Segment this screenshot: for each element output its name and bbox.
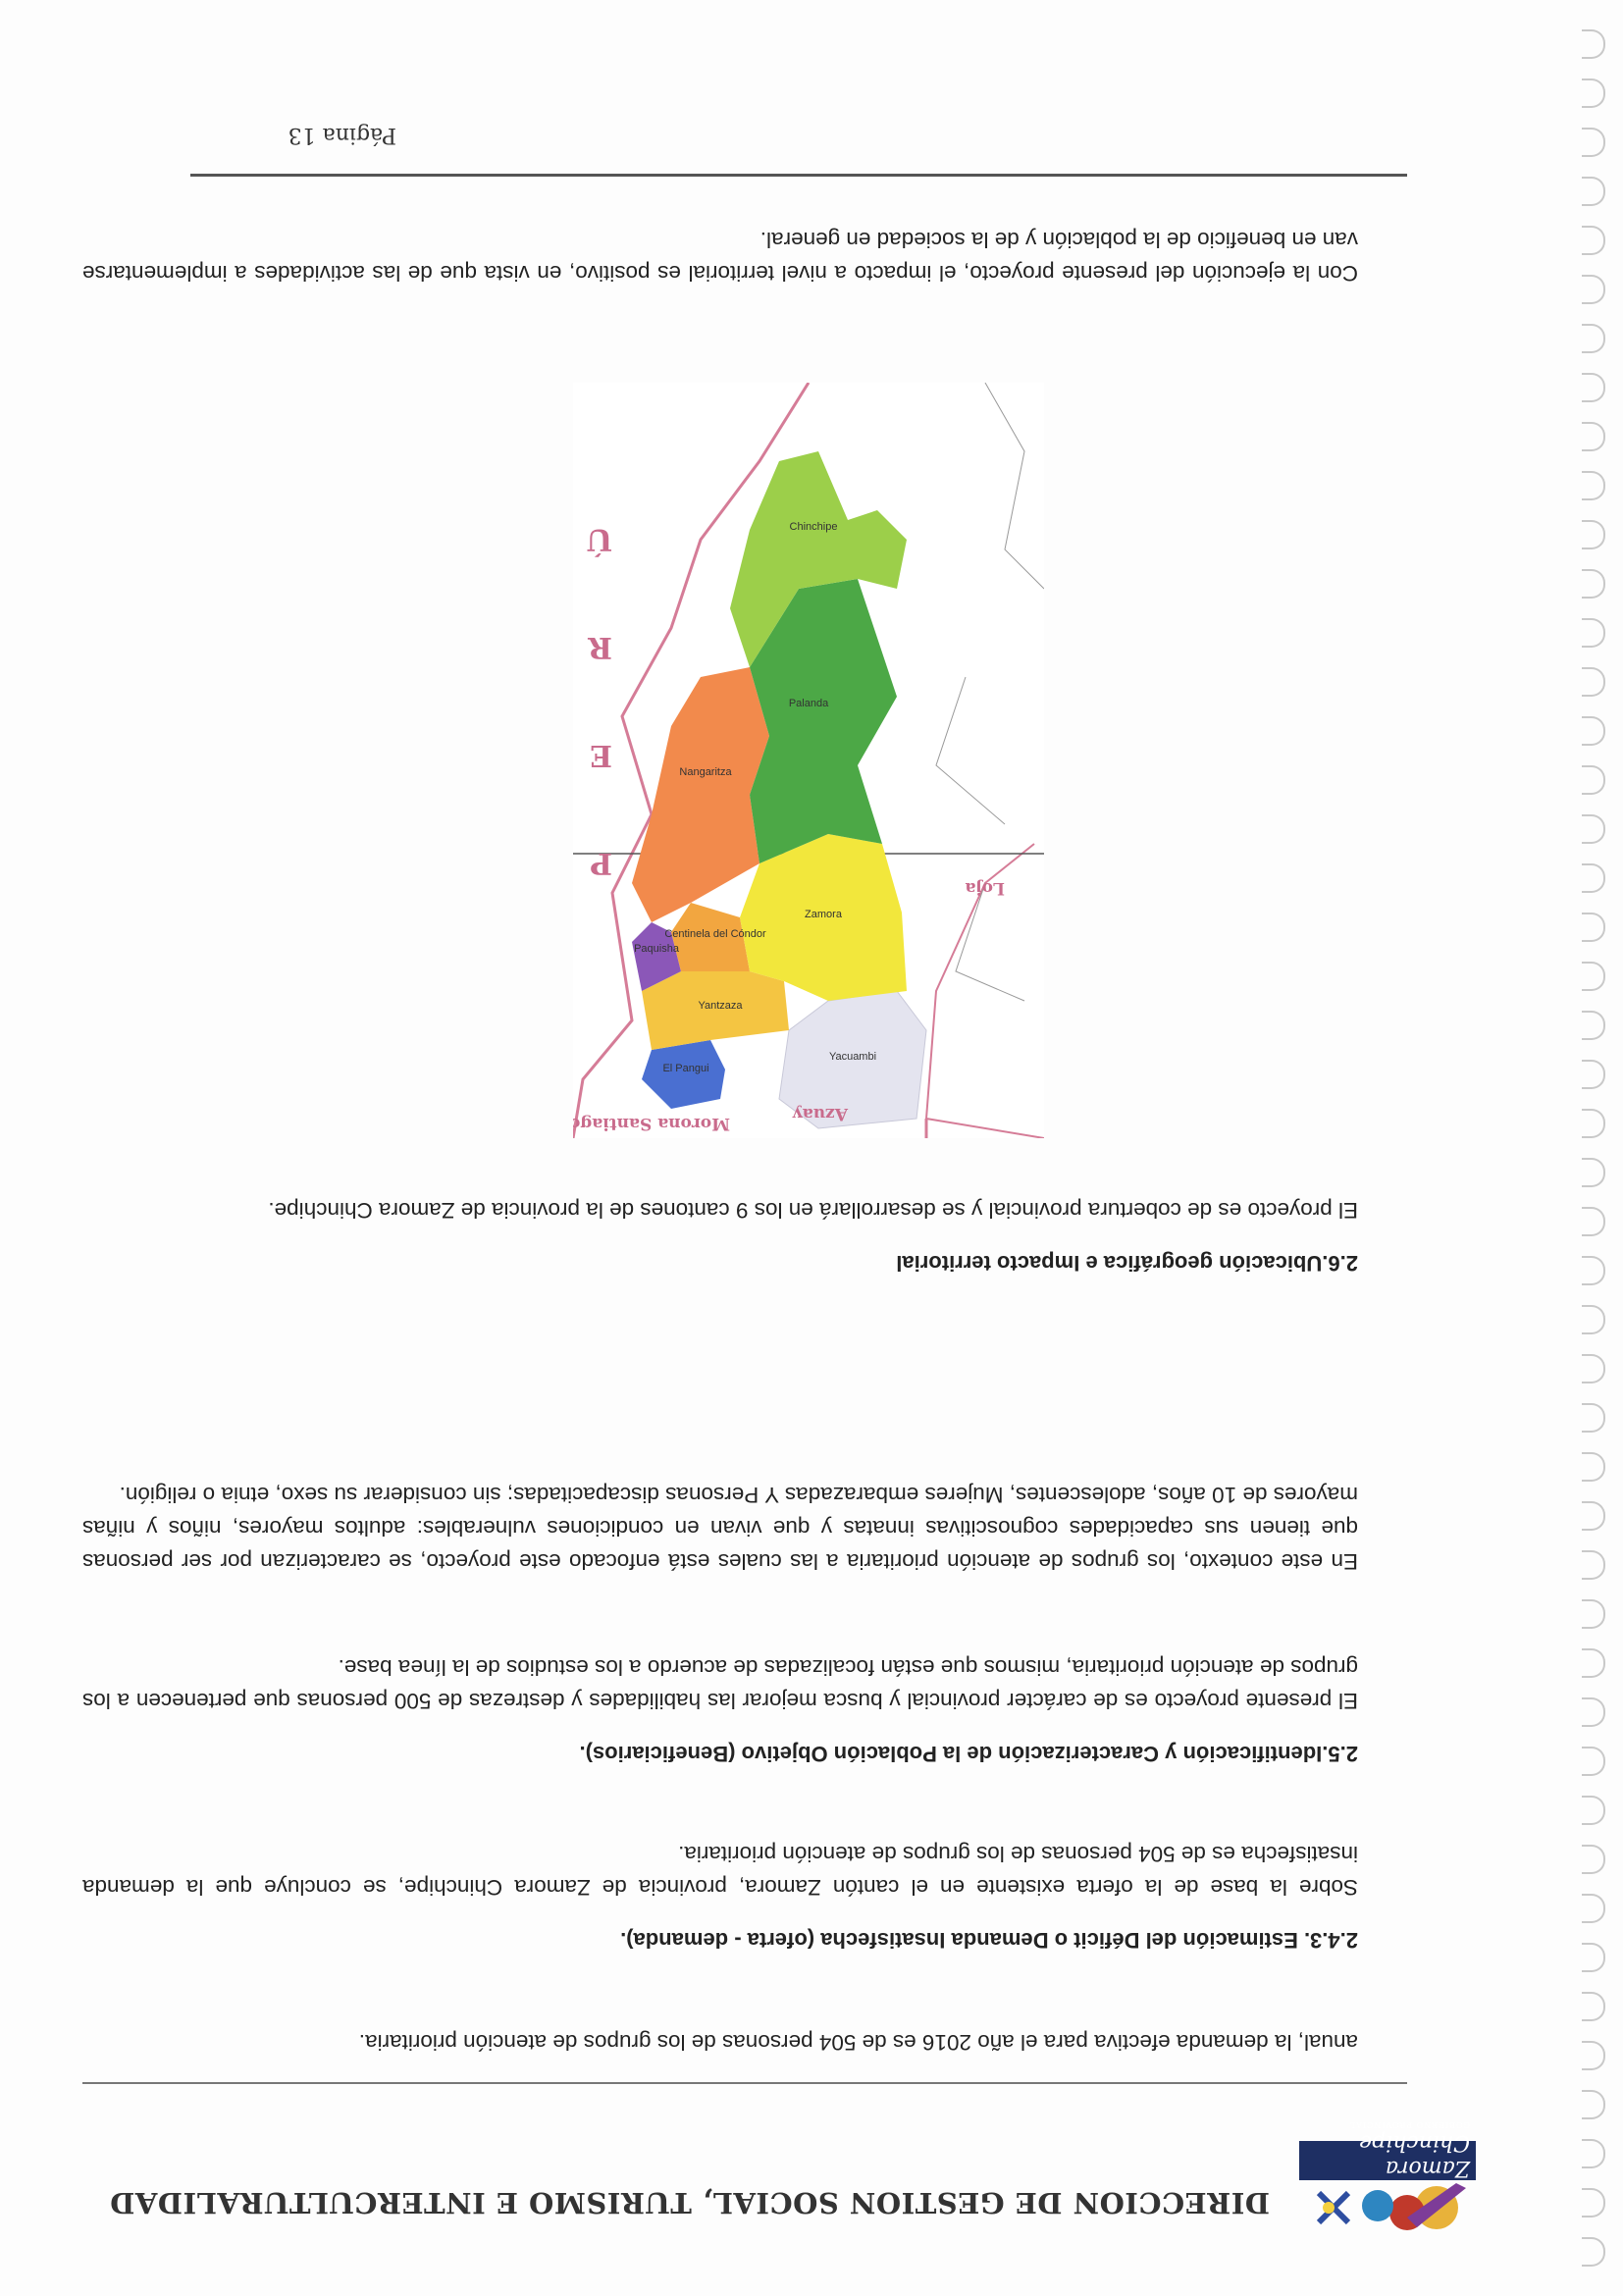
binder-ring — [1582, 863, 1605, 893]
binder-ring — [1582, 618, 1605, 648]
header-rule — [82, 2082, 1407, 2084]
canton-label: Centinela del Cóndor — [664, 928, 766, 940]
binder-ring — [1582, 2041, 1605, 2070]
binder-ring — [1582, 1109, 1605, 1138]
binder-ring — [1582, 1501, 1605, 1531]
binder-ring — [1582, 1697, 1605, 1727]
binder-ring — [1582, 814, 1605, 844]
binder-ring — [1582, 1011, 1605, 1040]
section-243-text: Sobre la base de la oferta existente en el cantón Zamora, provincia de Zamora Chinchipe, se concluye que la demanda insatisfecha es de 504 personas de los grupos de atención prioritaria. — [82, 1842, 1358, 1900]
peru-letter-3: R — [588, 630, 612, 664]
binder-ring — [1582, 1158, 1605, 1187]
peru-letter-4: Ú — [586, 522, 612, 556]
binder-ring — [1582, 1747, 1605, 1776]
binder-ring — [1582, 1845, 1605, 1874]
binder-ring — [1582, 471, 1605, 500]
canton-label: Chinchipe — [789, 521, 838, 533]
neighbor-label-azuay: Azuay — [792, 1104, 848, 1123]
binder-ring — [1582, 716, 1605, 746]
binder-ring — [1582, 78, 1605, 108]
section-25-paragraph-2: En este contexto, los grupos de atención prioritaria a las cuales está enfocado este proyecto, se caracterizan por ser personas que tienen sus capacidades cognoscitivas innatas y que vivan en condiciones vulnerables: adultos mayores, niños y niñas mayores de 10 años, adolescentes, Mujeres embarazadas Y Personas discapacitadas; sin considerar su sexo, etnia o religión. — [82, 1483, 1358, 1574]
canton-label: El Pangui — [662, 1063, 709, 1074]
binder-ring — [1582, 29, 1605, 59]
binder-ring — [1582, 2139, 1605, 2168]
header-title: DIRECCION DE GESTION SOCIAL, TURISMO E INTERCULTURALIDAD — [109, 2186, 1270, 2219]
binder-ring — [1582, 373, 1605, 402]
binder-ring — [1582, 1992, 1605, 2021]
binder-ring — [1582, 569, 1605, 599]
peru-letter-2: E — [590, 738, 612, 772]
binder-ring — [1582, 422, 1605, 451]
binder-ring — [1582, 2188, 1605, 2218]
footer-rule — [190, 174, 1407, 177]
binder-ring — [1582, 765, 1605, 795]
binder-ring — [1582, 177, 1605, 206]
binder-ring — [1582, 1796, 1605, 1825]
binder-ring — [1582, 1894, 1605, 1923]
binder-ring — [1582, 1403, 1605, 1433]
binder-ring — [1582, 128, 1605, 157]
canton-label: Palanda — [788, 698, 829, 709]
section-25-paragraph-1: El presente proyecto es de carácter provincial y busca mejorar las habilidades y destrezas de 500 personas que pertenecen a los grupos de atención prioritaria, mismos que están focalizadas de acuerdo a los estudios de la línea base. — [82, 1655, 1358, 1713]
binder-ring — [1582, 962, 1605, 991]
section-26-heading: 2.6.Ubicación geográfica e Impacto territorial — [896, 1251, 1358, 1276]
binder-ring — [1582, 667, 1605, 697]
binder-holes — [1576, 0, 1605, 2296]
section-26-paragraph-1: El proyecto es de cobertura provincial y se desarrollará en los 9 cantones de la provincia de Zamora Chinchipe. — [268, 1198, 1358, 1223]
section-25-heading: 2.5.Identificación y Caracterización de la Población Objetivo (Beneficiarios). — [579, 1742, 1358, 1766]
provincial-logo — [1289, 2119, 1476, 2237]
canton-label: Paquisha — [634, 943, 679, 955]
canton-label: Yacuambi — [828, 1051, 877, 1063]
binder-ring — [1582, 226, 1605, 255]
binder-ring — [1582, 2090, 1605, 2119]
binder-ring — [1582, 2237, 1605, 2267]
binder-ring — [1582, 1550, 1605, 1580]
canton-map-svg — [573, 383, 1044, 1138]
canton-label: Zamora — [805, 909, 842, 920]
binder-ring — [1582, 1060, 1605, 1089]
binder-ring — [1582, 1207, 1605, 1236]
neighbor-label-loja: Loja — [965, 878, 1005, 898]
page-number: Página 13 — [288, 123, 396, 147]
binder-ring — [1582, 1648, 1605, 1678]
binder-ring — [1582, 1599, 1605, 1629]
neighbor-label-morona-santiago: Morona Santiago — [573, 1114, 730, 1133]
binder-ring — [1582, 324, 1605, 353]
binder-ring — [1582, 1943, 1605, 1972]
intro-paragraph: anual, la demanda efectiva para el año 2016 es de 504 personas de los grupos de atención prioritaria. — [358, 2030, 1358, 2055]
logo-banner — [1299, 2120, 1476, 2180]
section-243-heading: 2.4.3. Estimación del Déficit o Demanda Insatisfecha (oferta - demanda). — [620, 1928, 1358, 1953]
zamora-chinchipe-map — [573, 383, 1044, 1138]
binder-ring — [1582, 913, 1605, 942]
peru-letter-1: P — [590, 846, 612, 880]
binder-ring — [1582, 1305, 1605, 1334]
logo-emblem-icon — [1289, 2178, 1476, 2237]
logo-small-text: GOBIERNO PROVINCIAL — [1348, 2120, 1470, 2129]
binder-ring — [1582, 275, 1605, 304]
canton-label: Nangaritza — [679, 766, 732, 778]
canton-label: Yantzaza — [698, 1000, 743, 1012]
binder-ring — [1582, 1452, 1605, 1482]
binder-ring — [1582, 1256, 1605, 1285]
logo-script-text: Zamora Chinchipe — [1359, 2130, 1470, 2180]
section-26-paragraph-2: Con la ejecución del presente proyecto, el impacto a nivel territorial es positivo, en vista que de las actividades a implementarse van en beneficio de la población y de la sociedad en general. — [82, 228, 1358, 286]
binder-ring — [1582, 1354, 1605, 1383]
binder-ring — [1582, 520, 1605, 549]
